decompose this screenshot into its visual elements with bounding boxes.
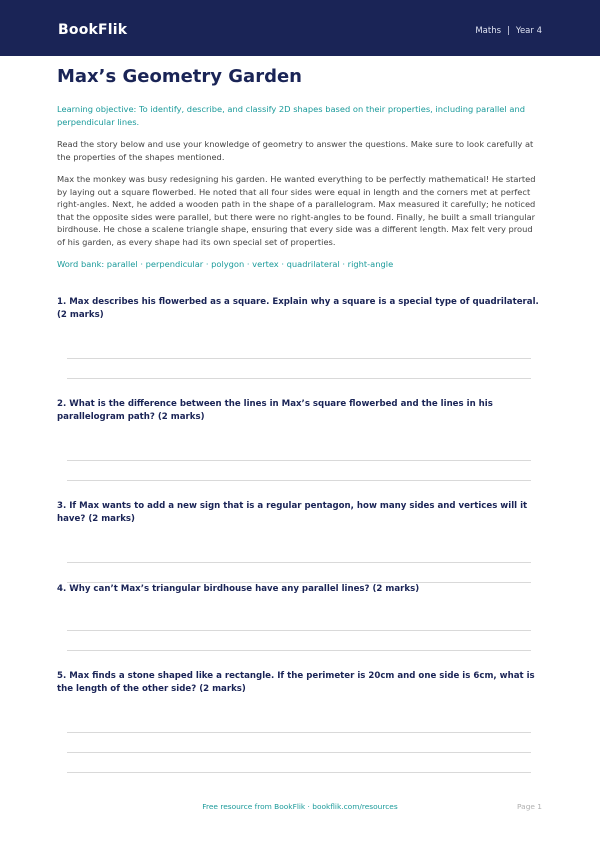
subject-year-label bbox=[475, 26, 542, 36]
question-3: 3. If Max wants to add a new sign that is a regular pentagon, how many sides and vertices will it have? (2 marks) bbox=[57, 501, 528, 524]
question-4: 4. Why can’t Max’s triangular birdhouse have any parallel lines? (2 marks) bbox=[57, 584, 420, 594]
year-label: Year 4 bbox=[515, 26, 542, 36]
answer-line[interactable] bbox=[67, 650, 531, 651]
header-separator: | bbox=[507, 26, 510, 36]
answer-line[interactable] bbox=[67, 378, 531, 379]
instructions: Read the story below and use your knowledge of geometry to answer the questions. Make sure to look carefully at the properties of the shapes mentioned. bbox=[57, 139, 534, 162]
answer-line[interactable] bbox=[67, 630, 531, 631]
question-5: 5. Max finds a stone shaped like a rectangle. If the perimeter is 20cm and one side is 6cm, what is the length of the other side? (2 marks) bbox=[57, 671, 535, 694]
question-2: 2. What is the difference between the lines in Max’s square flowerbed and the lines in his parallelogram path? (2 marks) bbox=[57, 399, 493, 422]
story-text: Max the monkey was busy redesigning his garden. He wanted everything to be perfectly mathematical! He started by laying out a square flowerbed. He noted that all four sides were equal in length and the corners met at perfect right-angles. Next, he added a wooden path in the shape of a parallelogram. Max measured it carefully; he noticed that the opposite sides were parallel, but there were no right-angles to be found. Finally, he built a small triangular birdhouse. He chose a scalene triangle shape, ensuring that every side was a different length. Max felt very proud of his garden, as every shape had its own special set of properties. bbox=[57, 174, 536, 247]
footer-resource-link[interactable]: Free resource from BookFlik · bookflik.com/resources bbox=[202, 802, 398, 811]
answer-line[interactable] bbox=[67, 732, 531, 733]
learning-objective: Learning objective: To identify, describe, and classify 2D shapes based on their properties, including parallel and perpendicular lines. bbox=[57, 104, 525, 127]
answer-line[interactable] bbox=[67, 772, 531, 773]
brand-logo[interactable]: BookFlik bbox=[58, 22, 128, 38]
answer-line[interactable] bbox=[67, 752, 531, 753]
answer-line[interactable] bbox=[67, 358, 531, 359]
subject-label: Maths bbox=[475, 26, 502, 36]
page-number: Page 1 bbox=[517, 802, 542, 811]
word-bank: Word bank: parallel · perpendicular · polygon · vertex · quadrilateral · right-angle bbox=[57, 259, 394, 269]
page-header bbox=[0, 0, 600, 56]
answer-line[interactable] bbox=[67, 562, 531, 563]
page-title: Max’s Geometry Garden bbox=[57, 66, 302, 87]
worksheet-content bbox=[57, 66, 543, 271]
answer-line[interactable] bbox=[67, 480, 531, 481]
answer-line[interactable] bbox=[67, 460, 531, 461]
question-1: 1. Max describes his flowerbed as a square. Explain why a square is a special type of quadrilateral. (2 marks) bbox=[57, 297, 539, 320]
